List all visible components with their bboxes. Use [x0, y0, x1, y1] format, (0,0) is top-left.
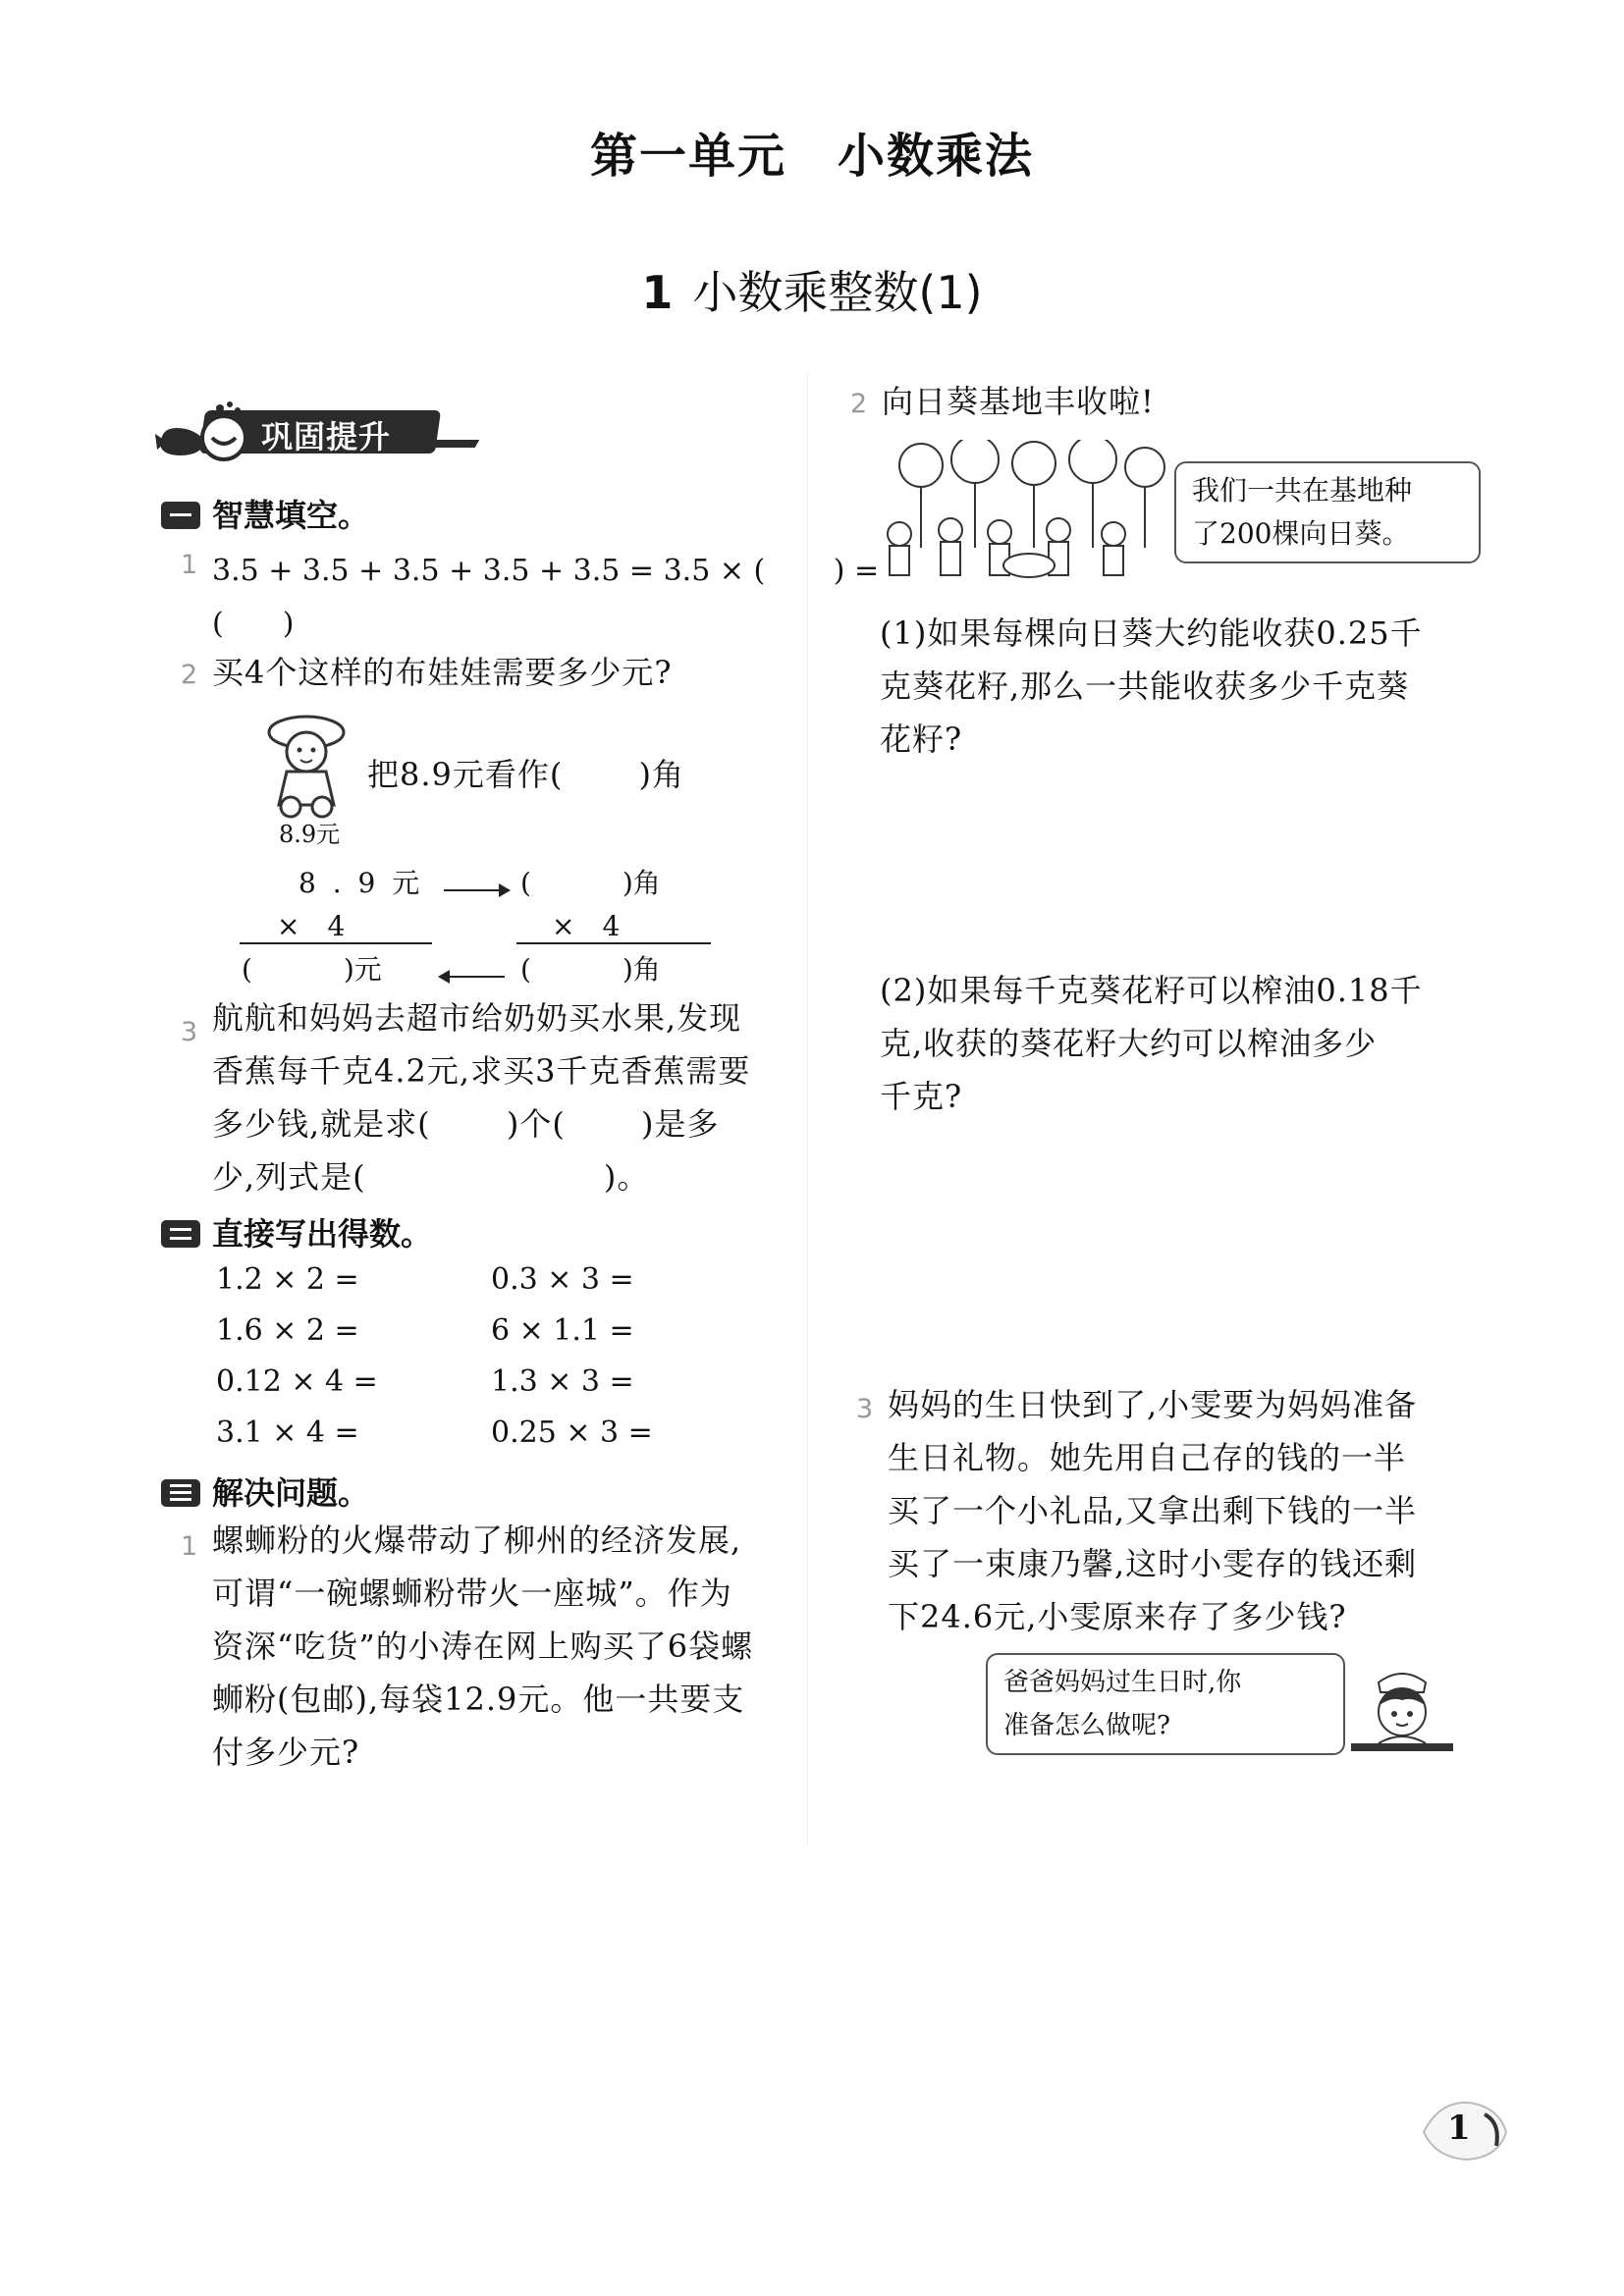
q3-line: 多少钱,就是求( )个( )是多: [212, 1105, 720, 1143]
calc-item: 3.1 × 4 =: [216, 1415, 359, 1450]
p3-line: 下24.6元,小雯原来存了多少钱?: [888, 1598, 1347, 1635]
p3-text: [888, 1378, 1496, 1643]
p1-line: 可谓“一碗螺蛳粉带火一座城”。作为: [212, 1575, 732, 1612]
q3-line: 航航和妈妈去超市给奶奶买水果,发现: [212, 999, 742, 1037]
p1-line: 资深“吃货”的小涛在网上购买了6袋螺: [212, 1628, 754, 1665]
sunflower-field-illustration: [882, 440, 1166, 587]
whale-logo-icon: [155, 399, 263, 463]
section-solve-problems-title: 解决问题。: [212, 1474, 370, 1512]
p2-sub2-line: 千克?: [880, 1078, 963, 1115]
section-two-badge-icon: [161, 1220, 200, 1248]
bubble-line: 爸爸妈妈过生日时,你: [1003, 1668, 1242, 1697]
p2-number: 2: [850, 389, 868, 419]
p1-line: 螺蛳粉的火爆带动了柳州的经济发展,: [212, 1522, 742, 1559]
section-direct-answers-title: 直接写出得数。: [212, 1215, 433, 1253]
calc-item: 1.3 × 3 =: [491, 1364, 634, 1399]
banner-stripe: [428, 440, 480, 448]
section-fill-blank-title: 智慧填空。: [212, 497, 370, 534]
p1-text: [212, 1514, 801, 1779]
calc-right-top: ( )角: [520, 867, 661, 899]
p2-sub2-line: 克,收获的葵花籽大约可以榨油多少: [880, 1025, 1378, 1062]
calc-item: 6 × 1.1 =: [491, 1313, 634, 1348]
calc-left-rule: [240, 942, 432, 944]
p3-line: 生日礼物。她先用自己存的钱的一半: [888, 1439, 1407, 1476]
bubble-line: 了200棵向日葵。: [1192, 517, 1410, 550]
q2-question: 买4个这样的布娃娃需要多少元?: [212, 654, 673, 691]
section-direct-answers: [161, 1209, 432, 1255]
q3-line: 香蕉每千克4.2元,求买3千克香蕉需要: [212, 1052, 751, 1090]
doll-price: 8.9元: [279, 821, 341, 848]
q2-hint: 把8.9元看作( )角: [367, 756, 685, 793]
left-arrow-icon: [440, 966, 505, 985]
p3-line: 买了一束康乃馨,这时小雯存的钱还剩: [888, 1545, 1418, 1582]
bubble-line: 我们一共在基地种: [1192, 474, 1413, 507]
q2-number: 2: [181, 660, 198, 690]
unit-title: [0, 118, 1624, 186]
p2-sub2: [880, 964, 1489, 1123]
section-three-badge-icon: [161, 1479, 200, 1507]
p3-number: 3: [856, 1394, 874, 1424]
q3-line: 少,列式是( )。: [212, 1158, 650, 1196]
lesson-title-text: 小数乘整数(1): [692, 266, 983, 319]
calc-item: 0.12 × 4 =: [216, 1364, 378, 1399]
section-solve-problems: [161, 1468, 369, 1514]
calc-item: 0.3 × 3 =: [491, 1262, 634, 1297]
p3-line: 买了一个小礼品,又拿出剩下钱的一半: [888, 1492, 1418, 1529]
p1-number: 1: [181, 1531, 198, 1562]
banner-label: 巩固提升: [261, 418, 392, 455]
p2-sub2-line: (2)如果每千克葵花籽可以榨油0.18千: [880, 972, 1423, 1009]
p2-sub1-line: 克葵花籽,那么一共能收获多少千克葵: [880, 667, 1410, 705]
q1-result-blank: ( ): [212, 607, 295, 641]
bubble-line: 准备怎么做呢?: [1003, 1711, 1170, 1740]
calc-left-top: 8 . 9 元: [298, 867, 424, 899]
calc-left-multiplier: × 4: [277, 910, 346, 942]
p1-line: 付多少元?: [212, 1734, 360, 1771]
q1-expression: 3.5 + 3.5 + 3.5 + 3.5 + 3.5 = 3.5 × ( ) =: [212, 554, 880, 588]
p2-title: 向日葵基地丰收啦!: [882, 383, 1155, 420]
calc-left-result: ( )元: [242, 953, 382, 986]
calc-right-multiplier: × 4: [552, 910, 621, 942]
calc-item: 1.6 × 2 =: [216, 1313, 359, 1348]
calc-item: 1.2 × 2 =: [216, 1262, 359, 1297]
unit-title-part-b: 小数乘法: [838, 129, 1035, 184]
q1-number: 1: [181, 550, 198, 580]
p3-line: 妈妈的生日快到了,小雯要为妈妈准备: [888, 1386, 1418, 1423]
nurse-character-icon: [1345, 1661, 1459, 1767]
consolidate-banner: [155, 393, 479, 463]
calc-item: 0.25 × 3 =: [491, 1415, 653, 1450]
birthday-speech-bubble: [986, 1653, 1345, 1755]
column-divider: [807, 373, 808, 1845]
p2-sub1-line: 花籽?: [880, 721, 963, 758]
page-number: 1: [1447, 2109, 1471, 2148]
p2-sub1-line: (1)如果每棵向日葵大约能收获0.25千: [880, 614, 1423, 652]
lesson-title: [0, 257, 1624, 322]
sunflower-speech-bubble: [1174, 461, 1481, 563]
doll-icon: [263, 711, 350, 819]
lesson-number: 1: [641, 266, 674, 319]
unit-title-part-a: 第一单元: [589, 129, 786, 184]
section-one-badge-icon: [161, 502, 200, 529]
right-arrow-icon: [444, 880, 509, 898]
calc-right-rule: [516, 942, 711, 944]
section-fill-blank: [161, 491, 369, 536]
calc-right-result: ( )角: [520, 953, 661, 986]
q3-text: [212, 991, 801, 1203]
p1-line: 蛳粉(包邮),每袋12.9元。他一共要支: [212, 1681, 745, 1718]
p2-sub1: [880, 607, 1489, 766]
q3-number: 3: [181, 1017, 198, 1047]
